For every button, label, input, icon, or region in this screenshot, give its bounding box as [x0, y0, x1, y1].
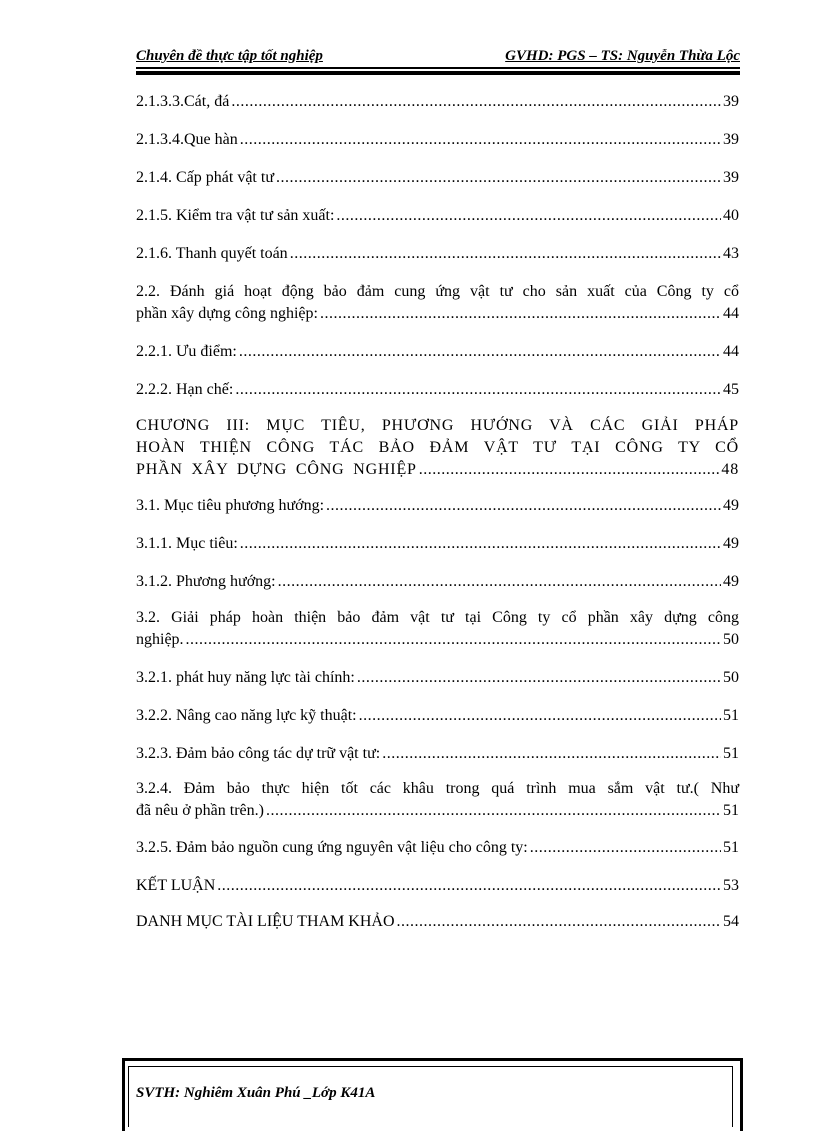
toc-entry[interactable]: [136, 875, 739, 897]
toc-entry-title: PHẦN XÂY DỰNG CÔNG NGHIỆP: [136, 461, 417, 478]
toc-dot-leader: [239, 341, 721, 363]
toc-entry[interactable]: [136, 281, 739, 325]
toc-page-number: 51: [723, 802, 739, 819]
toc-dot-leader: [530, 837, 721, 859]
toc-dot-leader: [397, 911, 721, 933]
toc-entry-title-line1: CHƯƠNG III: MỤC TIÊU, PHƯƠNG HƯỚNG VÀ CÁC GIẢI PHÁP: [136, 417, 739, 434]
toc-entry-title-line1: 2.2. Đánh giá hoạt động bảo đảm cung ứng vật tư cho sản xuất của Công ty cổ: [136, 283, 739, 300]
toc-entry-title-line1: 3.2.4. Đảm bảo thực hiện tốt các khâu trong quá trình mua sắm vật tư.( Như: [136, 780, 739, 797]
toc-entry-title: nghiệp.: [136, 631, 184, 648]
toc-dot-leader: [231, 91, 721, 113]
toc-dot-leader: [240, 129, 721, 151]
toc-entry-title: 3.2.3. Đảm bảo công tác dự trữ vật tư:: [136, 745, 381, 762]
toc-entry[interactable]: [136, 667, 739, 689]
toc-page-number: 49: [723, 573, 739, 590]
toc-entry-title: 2.1.3.3.Cát, đá: [136, 93, 230, 110]
toc-entry[interactable]: [136, 705, 739, 727]
toc-page-number: 49: [723, 535, 739, 552]
toc-page-number: 44: [723, 343, 739, 360]
toc-entry[interactable]: [136, 533, 739, 555]
toc-page-number: 50: [723, 669, 739, 686]
toc-dot-leader: [326, 495, 721, 517]
toc-dot-leader: [278, 571, 721, 593]
toc-page-number: 50: [723, 631, 739, 648]
toc-page-number: 51: [723, 839, 739, 856]
toc-dot-leader: [336, 205, 721, 227]
toc-entry[interactable]: [136, 167, 739, 189]
toc-entry-title: 3.1.2. Phương hướng:: [136, 573, 276, 590]
toc-dot-leader: [235, 379, 721, 401]
toc-dot-leader: [217, 875, 721, 897]
toc-entry-title: 2.1.4. Cấp phát vật tư: [136, 169, 274, 186]
toc-entry[interactable]: [136, 778, 739, 822]
toc-entry-title: 3.1. Mục tiêu phương hướng:: [136, 497, 325, 514]
toc-entry-chapter[interactable]: [136, 415, 739, 481]
toc-entry[interactable]: [136, 495, 739, 517]
footer-student-info: SVTH: Nghiêm Xuân Phú _Lớp K41A: [136, 1085, 376, 1101]
toc-entry[interactable]: [136, 205, 739, 227]
toc-dot-leader: [419, 459, 720, 481]
toc-dot-leader: [240, 533, 721, 555]
header-rule-thick: [136, 71, 740, 75]
toc-entry-title: phần xây dựng công nghiệp:: [136, 305, 318, 322]
toc-dot-leader: [357, 667, 721, 689]
toc-dot-leader: [382, 743, 721, 765]
header-rule-thin: [136, 67, 740, 69]
toc-dot-leader: [320, 303, 721, 325]
toc-page-number: 49: [723, 497, 739, 514]
toc-entry[interactable]: [136, 911, 739, 933]
toc-entry[interactable]: [136, 837, 739, 859]
header-document-title: Chuyên đề thực tập tốt nghiệp: [136, 48, 323, 64]
toc-entry[interactable]: [136, 571, 739, 593]
toc-page-number: 51: [723, 745, 739, 762]
toc-page-number: 54: [723, 913, 739, 930]
toc-dot-leader: [359, 705, 721, 727]
toc-entry[interactable]: [136, 341, 739, 363]
toc-page-number: 43: [723, 245, 739, 262]
toc-entry-title: KẾT LUẬN: [136, 877, 216, 894]
toc-entry-title: 2.2.2. Hạn chế:: [136, 381, 234, 398]
toc-page-number: 40: [723, 207, 739, 224]
toc-page-number: 53: [723, 877, 739, 894]
toc-page-number: 39: [723, 93, 739, 110]
toc-entry-title-line2: HOÀN THIỆN CÔNG TÁC BẢO ĐẢM VẬT TƯ TẠI CÔNG TY CỔ: [136, 439, 739, 456]
toc-dot-leader: [186, 629, 721, 651]
toc-entry-title: DANH MỤC TÀI LIỆU THAM KHẢO: [136, 913, 395, 930]
toc-entry-title: 3.2.5. Đảm bảo nguồn cung ứng nguyên vật liệu cho công ty:: [136, 839, 528, 856]
header-supervisor: GVHD: PGS – TS: Nguyễn Thừa Lộc: [505, 48, 740, 64]
toc-entry-title: 3.1.1. Mục tiêu:: [136, 535, 238, 552]
toc-entry-title: 3.2.2. Nâng cao năng lực kỹ thuật:: [136, 707, 357, 724]
toc-entry[interactable]: [136, 607, 739, 651]
toc-page-number: 39: [723, 131, 739, 148]
toc-page-number: 44: [723, 305, 739, 322]
toc-entry[interactable]: [136, 243, 739, 265]
toc-entry-title: 3.2.1. phát huy năng lực tài chính:: [136, 669, 355, 686]
toc-page-number: 39: [723, 169, 739, 186]
toc-entry[interactable]: [136, 379, 739, 401]
toc-entry[interactable]: [136, 743, 739, 765]
toc-dot-leader: [266, 800, 721, 822]
toc-page-number: 51: [723, 707, 739, 724]
toc-entry-title: 2.2.1. Ưu điểm:: [136, 343, 237, 360]
page-header: [136, 46, 740, 68]
toc-dot-leader: [290, 243, 721, 265]
toc-entry-title: 2.1.3.4.Que hàn: [136, 131, 238, 148]
toc-entry-title: 2.1.6. Thanh quyết toán: [136, 245, 288, 262]
toc-entry-title: 2.1.5. Kiểm tra vật tư sản xuất:: [136, 207, 335, 224]
toc-entry-title-line1: 3.2. Giải pháp hoàn thiện bảo đảm vật tư tại Công ty cổ phần xây dựng công: [136, 609, 739, 626]
toc-entry-title: đã nêu ở phần trên.): [136, 802, 264, 819]
toc-entry[interactable]: [136, 129, 739, 151]
toc-dot-leader: [276, 167, 721, 189]
toc-page-number: 45: [723, 381, 739, 398]
toc-page-number: 48: [721, 461, 739, 478]
toc-entry[interactable]: [136, 91, 739, 113]
